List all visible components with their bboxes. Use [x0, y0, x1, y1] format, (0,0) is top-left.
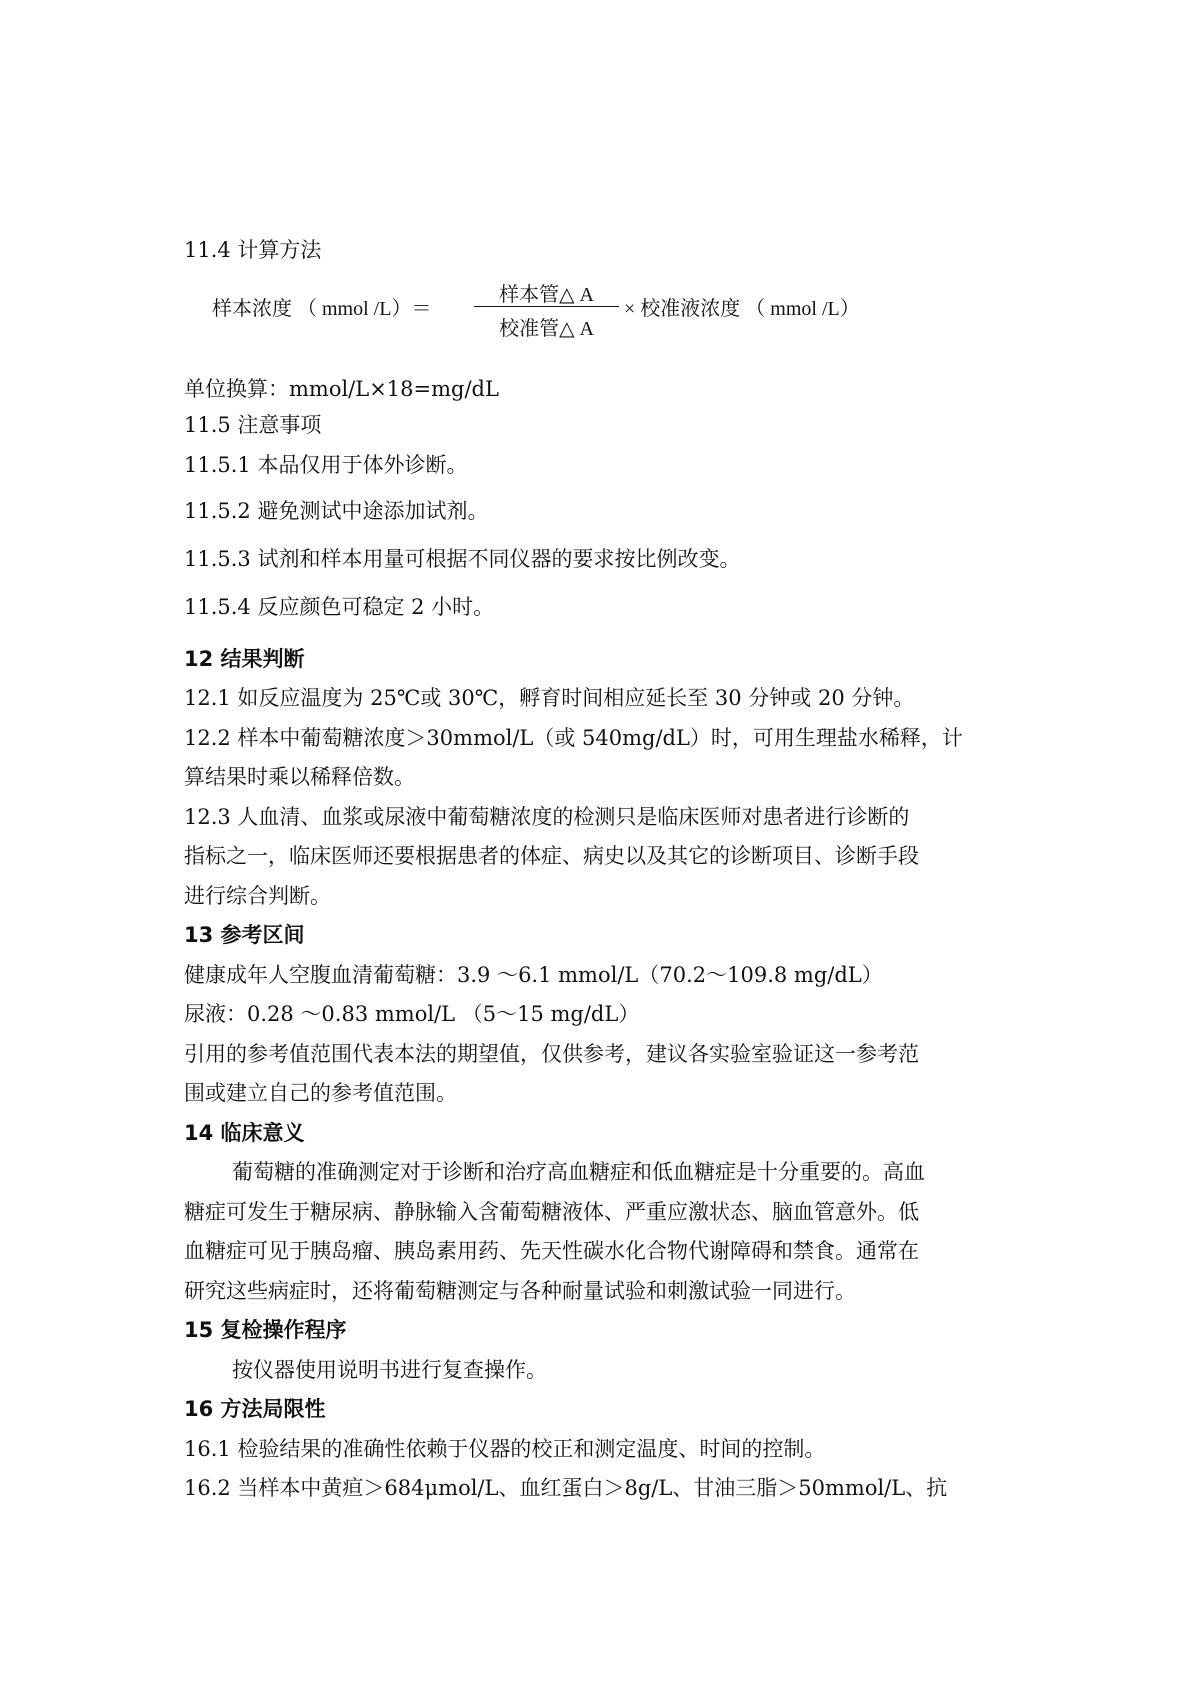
formula-numerator: 样本管△ A	[499, 284, 594, 306]
formula-denominator: 校准管△ A	[499, 318, 594, 340]
note-11-5-2: 11.5.2 避免测试中途添加试剂。	[184, 499, 489, 523]
concentration-formula	[212, 270, 972, 340]
section-11-5-heading: 11.5 注意事项	[184, 413, 322, 437]
para-12-3-line2: 指标之一，临床医师还要根据患者的体症、病史以及其它的诊断项目、诊断手段	[184, 844, 919, 868]
recheck-para: 按仪器使用说明书进行复查操作。	[232, 1358, 547, 1382]
formula-lhs: 样本浓度 （ mmol /L）＝	[212, 298, 432, 320]
clinical-para-line2: 糖症可发生于糖尿病、静脉输入含葡萄糖液体、严重应激状态、脑血管意外。低	[184, 1200, 919, 1224]
para-16-1: 16.1 检验结果的准确性依赖于仪器的校正和测定温度、时间的控制。	[184, 1437, 826, 1461]
para-12-2-line1: 12.2 样本中葡萄糖浓度＞30mmol/L（或 540mg/dL）时，可用生理盐水稀释，计	[184, 726, 963, 750]
section-11-4-heading: 11.4 计算方法	[184, 238, 322, 262]
fraction-bar	[474, 306, 619, 307]
reference-note-line2: 围或建立自己的参考值范围。	[184, 1081, 457, 1105]
section-12-heading: 12 结果判断	[184, 647, 305, 671]
section-15-heading: 15 复检操作程序	[184, 1318, 347, 1342]
section-14-heading: 14 临床意义	[184, 1121, 305, 1145]
para-12-3-line3: 进行综合判断。	[184, 884, 331, 908]
clinical-para-line1: 葡萄糖的准确测定对于诊断和治疗高血糖症和低血糖症是十分重要的。高血	[232, 1160, 925, 1184]
section-16-heading: 16 方法局限性	[184, 1397, 326, 1421]
reference-urine: 尿液：0.28 ～0.83 mmol/L （5～15 mg/dL）	[184, 1002, 640, 1026]
note-11-5-3: 11.5.3 试剂和样本用量可根据不同仪器的要求按比例改变。	[184, 547, 741, 571]
para-12-3-line1: 12.3 人血清、血浆或尿液中葡萄糖浓度的检测只是临床医师对患者进行诊断的	[184, 805, 910, 829]
para-12-2-line2: 算结果时乘以稀释倍数。	[184, 765, 415, 789]
para-16-2: 16.2 当样本中黄疸＞684μmol/L、血红蛋白＞8g/L、甘油三脂＞50mmol/L、抗	[184, 1476, 948, 1500]
reference-serum: 健康成年人空腹血清葡萄糖：3.9 ～6.1 mmol/L（70.2～109.8 mg/dL）	[184, 963, 883, 987]
formula-rhs: × 校准液浓度 （ mmol /L）	[624, 298, 860, 320]
note-11-5-4: 11.5.4 反应颜色可稳定 2 小时。	[184, 595, 495, 619]
unit-conversion: 单位换算：mmol/L×18=mg/dL	[184, 377, 499, 401]
reference-note-line1: 引用的参考值范围代表本法的期望值，仅供参考，建议各实验室验证这一参考范	[184, 1042, 919, 1066]
clinical-para-line3: 血糖症可见于胰岛瘤、胰岛素用药、先天性碳水化合物代谢障碍和禁食。通常在	[184, 1239, 919, 1263]
para-12-1: 12.1 如反应温度为 25℃或 30℃，孵育时间相应延长至 30 分钟或 20 分钟。	[184, 686, 915, 710]
note-11-5-1: 11.5.1 本品仅用于体外诊断。	[184, 453, 468, 477]
clinical-para-line4: 研究这些病症时，还将葡萄糖测定与各种耐量试验和刺激试验一同进行。	[184, 1279, 856, 1303]
section-13-heading: 13 参考区间	[184, 923, 305, 947]
